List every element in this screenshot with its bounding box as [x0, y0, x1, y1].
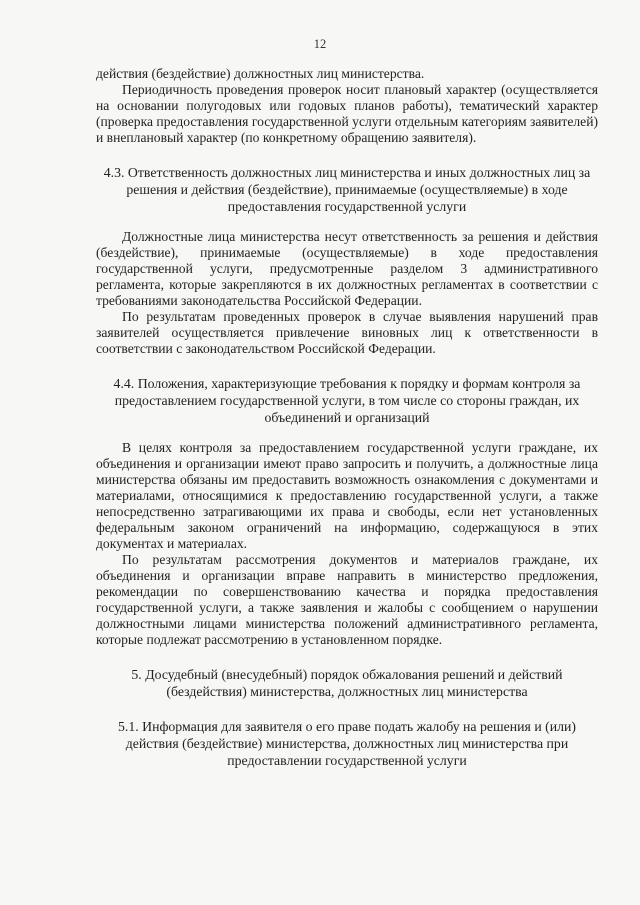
section-heading-4-3: 4.3. Ответственность должностных лиц министерства и иных должностных лиц за решения и действия (бездействие), принимаемые (осуществляемые) в ходе предоставления государственной услуги — [103, 165, 591, 214]
page-number: 12 — [313, 37, 327, 51]
paragraph: В целях контроля за предоставлением государственной услуги граждане, их объединения и организации имеют право запросить и получить, а должностные лица министерства обязаны им предоставить возможность ознакомления с документами и материалами, относящимися к предоставлению государственной услуги, а также непосредственно затрагивающими их права и свободы, если нет установленных федеральным законом ограничений на информацию, содержащуюся в этих документах и материалах. — [96, 440, 598, 551]
document-body — [96, 66, 598, 769]
paragraph: действия (бездействие) должностных лиц министерства. — [96, 66, 425, 81]
paragraph: Должностные лица министерства несут ответственность за решения и действия (бездействие), принимаемые (осуществляемые) в ходе предоставления государственной услуги, предусмотренные разделом 3 административного регламента, которые закрепляются в их должностных регламентах в соответствии с требованиями законодательства Российской Федерации. — [96, 229, 598, 308]
section-heading-4-4: 4.4. Положения, характеризующие требования к порядку и формам контроля за предоставлением государственной услуги, в том числе со стороны граждан, их объединений и организаций — [113, 376, 581, 425]
section-heading-5: 5. Досудебный (внесудебный) порядок обжалования решений и действий (бездействия) министерства, должностных лиц министерства — [131, 667, 563, 699]
section-heading-5-1: 5.1. Информация для заявителя о его праве подать жалобу на решения и (или) действия (бездействие) министерства, должностных лиц министерства при предоставлении государственной услуги — [117, 719, 577, 768]
paragraph: Периодичность проведения проверок носит плановый характер (осуществляется на основании полугодовых или годовых планов работы), тематический характер (проверка предоставления государственной услуги отдельным категориям заявителей) и внеплановый характер (по конкретному обращению заявителя). — [96, 82, 598, 145]
paragraph: По результатам рассмотрения документов и материалов граждане, их объединения и организации вправе направить в министерство предложения, рекомендации по совершенствованию качества и порядка предоставления государственной услуги, а также заявления и жалобы с сообщением о нарушении должностными лицами министерства положений административного регламента, которые подлежат рассмотрению в установленном порядке. — [96, 552, 598, 647]
paragraph: По результатам проведенных проверок в случае выявления нарушений прав заявителей осуществляется привлечение виновных лиц к ответственности в соответствии с законодательством Российской Федерации. — [96, 309, 598, 356]
